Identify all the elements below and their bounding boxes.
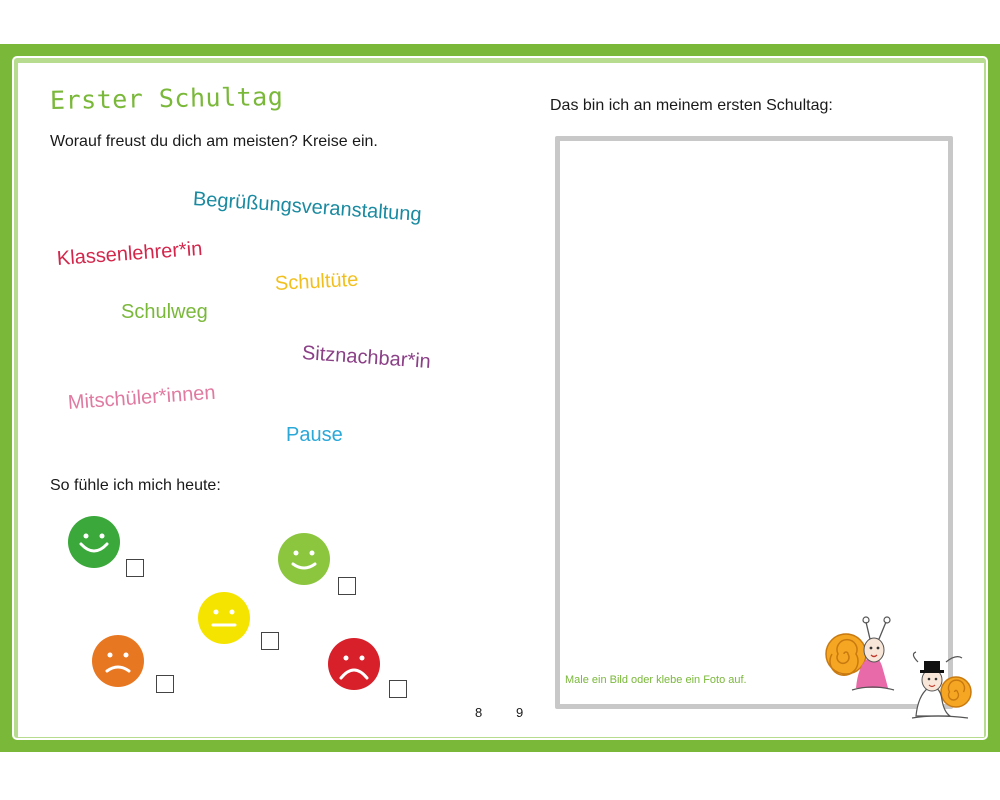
checkbox-very-sad[interactable] [389, 680, 407, 698]
drawing-hint: Male ein Bild oder klebe ein Foto auf. [565, 674, 747, 686]
snail-girl-illustration [822, 614, 898, 692]
right-caption: Das bin ich an meinem ersten Schultag: [550, 97, 833, 114]
happy-smiley-icon [278, 533, 330, 585]
word-pause[interactable]: Pause [286, 424, 343, 446]
page-number-right: 9 [516, 705, 524, 720]
snail-boy-illustration [906, 650, 976, 720]
checkbox-sad[interactable] [156, 675, 174, 693]
question-text: Worauf freust du dich am meisten? Kreise ein. [50, 133, 378, 150]
neutral-smiley-icon [198, 592, 250, 644]
very-happy-smiley-icon [68, 516, 120, 568]
word-schulweg[interactable]: Schulweg [121, 301, 208, 323]
word-schultuete[interactable]: Schultüte [274, 268, 359, 295]
sad-smiley-icon [92, 635, 144, 687]
page-title: Erster Schultag [49, 81, 284, 116]
word-begruessung[interactable]: Begrüßungsveranstaltung [192, 188, 423, 226]
very-sad-smiley-icon [328, 638, 380, 690]
word-sitznachbar[interactable]: Sitznachbar*in [301, 342, 432, 373]
checkbox-neutral[interactable] [261, 632, 279, 650]
checkbox-very-happy[interactable] [126, 559, 144, 577]
page-number-left: 8 [475, 705, 483, 720]
feeling-prompt: So fühle ich mich heute: [50, 477, 221, 494]
word-klassenlehrer[interactable]: Klassenlehrer*in [56, 237, 204, 270]
word-mitschueler[interactable]: Mitschüler*innen [67, 381, 217, 414]
checkbox-happy[interactable] [338, 577, 356, 595]
